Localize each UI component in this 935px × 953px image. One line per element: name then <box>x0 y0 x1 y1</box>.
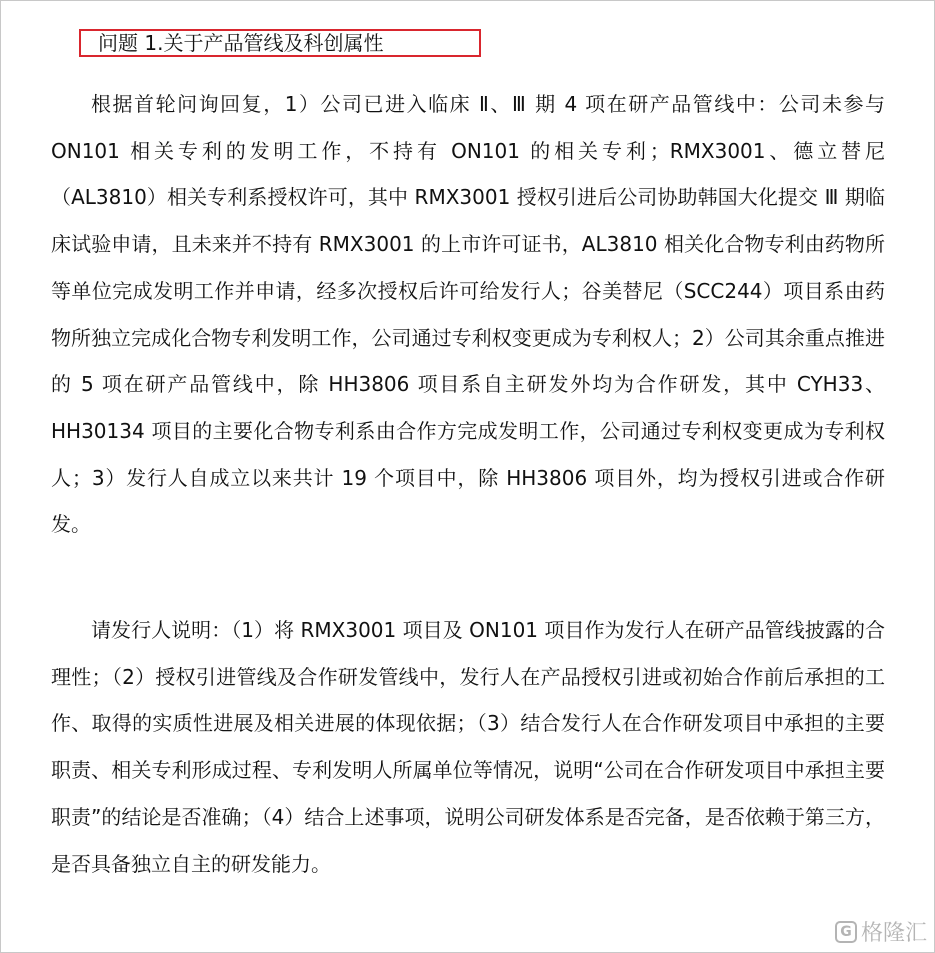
watermark <box>835 916 927 947</box>
watermark-text: 格隆汇 <box>860 921 927 946</box>
gelonghui-logo-icon: G <box>835 921 857 943</box>
paragraph-background: 根据首轮问询回复，1）公司已进入临床 Ⅱ、Ⅲ 期 4 项在研产品管线中：公司未参与 ON101 相关专利的发明工作，不持有 ON101 的相关专利；RMX3001、德立替尼（AL3810）相关专利系授权许可，其中 RMX3001 授权引进后公司协助韩国大化提交 Ⅲ 期临床试验申请，且未来并不持有 RMX3001 的上市许可证书，AL3810 相关化合物专利由药物所等单位完成发明工作并申请，经多次授权后许可给发行人；谷美替尼（SCC244）项目系由药物所独立完成化合物专利发明工作，公司通过专利权变更成为专利权人；2）公司其余重点推进的 5 项在研产品管线中，除 HH3806 项目系自主研发外均为合作研发，其中 CYH33、HH30134 项目的主要化合物专利系由合作方完成发明工作，公司通过专利权变更成为专利权人；3）发行人自成立以来共计 19 个项目中，除 HH3806 项目外，均为授权引进或合作研发。 <box>51 92 885 537</box>
question-heading: 问题 1.关于产品管线及科创属性 <box>79 29 481 57</box>
paragraph-requirements: 请发行人说明：（1）将 RMX3001 项目及 ON101 项目作为发行人在研产品管线披露的合理性；（2）授权引进管线及合作研发管线中，发行人在产品授权引进或初始合作前后承担的工作、取得的实质性进展及相关进展的体现依据；（3）结合发行人在合作研发项目中承担的主要职责、相关专利形成过程、专利发明人所属单位等情况，说明“公司在合作研发项目中承担主要职责”的结论是否准确；（4）结合上述事项，说明公司研发体系是否完备，是否依赖于第三方，是否具备独立自主的研发能力。 <box>51 618 885 876</box>
